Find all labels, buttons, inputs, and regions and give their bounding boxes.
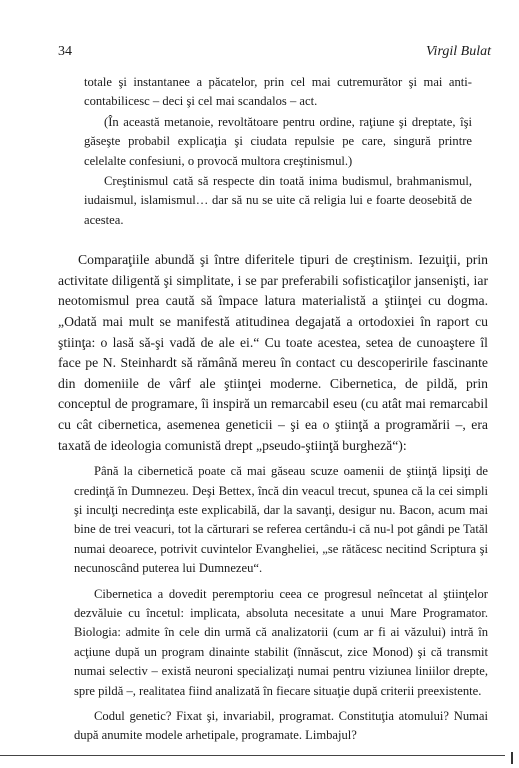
block-quote-paragraph-2: Cibernetica a dovedit peremptoriu ceea ce progresul neîncetat al ştiinţelor dezvăluie cu încetul: implicata, absoluta necesitate a unui Mare Programator. Biologia: admite în cele din urmă că analizatorii (cum ar fi ai văzului) intră în acţiune după un program dinainte stabilit (înnăscut, zice Monod) şi că transmit numai selectiv – există neuroni specializaţi numai pentru viziunea liniilor drepte, spre pildă –, realitatea fiind analizată în fiecare situaţie după criterii preexistente. xyxy=(74,586,488,698)
page-number: 34 xyxy=(58,44,72,59)
block-quote xyxy=(74,462,488,746)
running-head-author: Virgil Bulat xyxy=(426,44,491,59)
block-quote-paragraph-1: Până la cibernetică poate că mai găseau scuze oamenii de ştiinţă lipsiţi de credinţă în Dumnezeu. Deşi Bettex, încă din veacul trecut, spunea că la cei simpli şi inculţi necredinţa este explicabilă, dar la savanţi, desigur nu. Bacon, acum mai bine de trei veacuri, tot la cărturari se referea certându-i că nu-l pot gândi pe Tatăl numai deoarece, potrivit cuvintelor Evangheliei, „se rătăcesc necitind Scriptura şi necunoscând puterea lui Dumnezeu“. xyxy=(74,464,488,576)
block-quote-paragraph-3: Codul genetic? Fixat şi, invariabil, programat. Constituţia atomului? Numai după anumite modele arhetipale, programate. Limbajul? xyxy=(74,709,488,743)
page-body xyxy=(58,73,488,746)
quote-paragraph-1: totale şi instantanee a păcatelor, prin cel mai cutremurător şi mai anti-contabilicesc – deci şi cel mai scandalos – act. xyxy=(84,75,472,109)
quote-paragraph-2: (În această metanoie, revoltătoare pentru ordine, raţiune şi dreptate, îşi găseşte probabil explicaţia şi ciudata repulsie pe care, singură printre celelalte confesiuni, o provocă multora creştinismul.) xyxy=(84,114,472,168)
page-header xyxy=(58,44,491,64)
scan-mark xyxy=(511,752,513,764)
main-paragraph: Comparaţiile abundă şi între diferitele tipuri de creştinism. Iezuiţii, prin activitate diligentă şi simplitate, i se par preferabili sofisticaţilor jansenişti, iar neotomismul prea caută să împace latura materialistă a ştiinţei cu dogma. „Odată mai mult se manifestă atitudinea degajată a ortodoxiei în raport cu ştiinţa: o lasă să-şi vadă de ale ei.“ Cu toate acestea, setea de cunoaştere îl face pe N. Steinhardt să rămână mereu în contact cu descoperirile fascinante din domeniile de vârf ale ştiinţei moderne. Cibernetica, de pildă, prin conceptul de programare, îi inspiră un remarcabil eseu (cu atât mai remarcabil cu cât cibernetica, asemenea geneticii – şi ea o ştiinţă a programării –, era taxată de ideologia comunistă drept „pseudo-ştiinţă burgheză“): xyxy=(58,252,488,453)
bottom-scan-edge xyxy=(0,755,505,756)
quote-paragraph-3: Creştinismul cată să respecte din toată inima budismul, brahmanismul, iudaismul, islamismul… dar să nu se uite că religia lui e foarte deosebită de acestea. xyxy=(84,174,472,227)
